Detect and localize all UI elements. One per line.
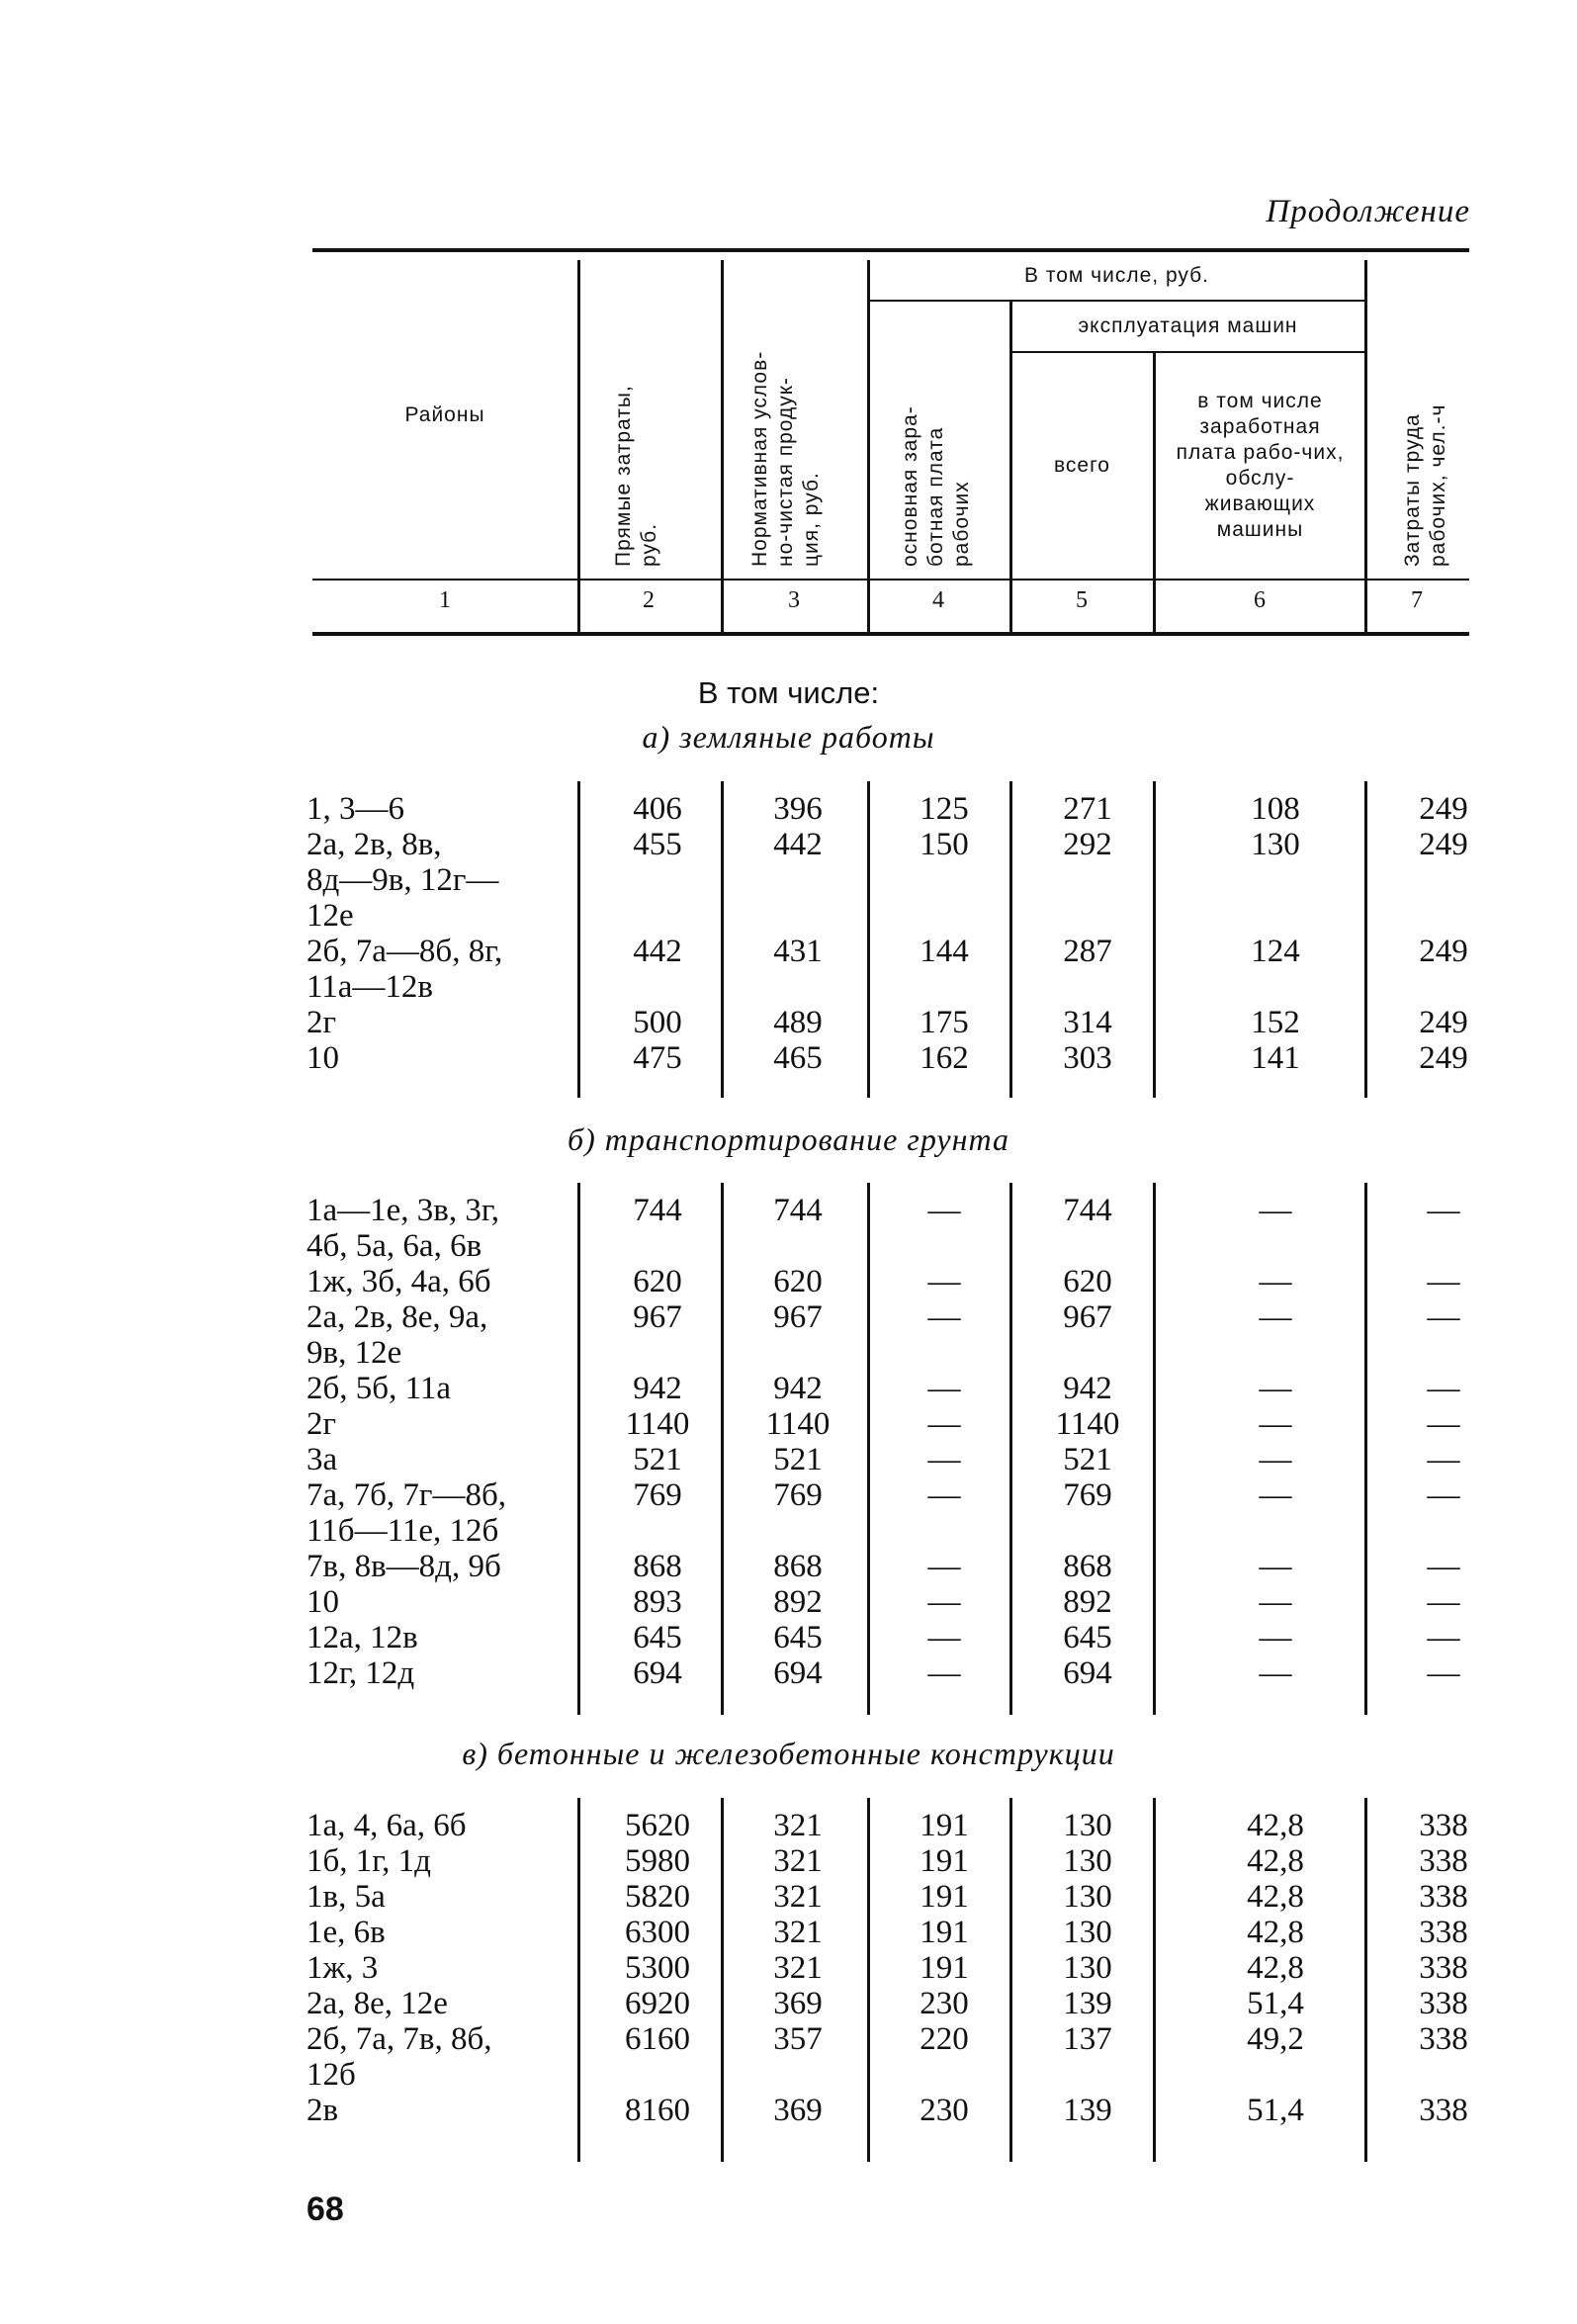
- base-wage-cell: 191: [920, 1808, 969, 1843]
- direct-costs-cell: 620: [633, 1264, 682, 1299]
- labor-costs-cell: 338: [1419, 1808, 1468, 1843]
- direct-costs-cell: 1140: [625, 1406, 690, 1442]
- machine-total-cell: 130: [1063, 1808, 1112, 1843]
- header-machine-ops: эксплуатация машин: [1078, 314, 1298, 337]
- labor-costs-cell: —: [1427, 1264, 1460, 1299]
- base-wage-cell: 162: [920, 1040, 969, 1076]
- header-divider-1: [577, 260, 580, 636]
- machine-total-cell: 137: [1063, 2021, 1112, 2057]
- normative-production-cell: 431: [773, 934, 823, 969]
- direct-costs-cell: 455: [633, 827, 682, 862]
- column-number-5: 5: [1076, 587, 1088, 613]
- header-direct-costs: Прямые затраты, руб.: [612, 385, 660, 567]
- machine-total-cell: 287: [1063, 934, 1112, 969]
- continuation-label: Продолжение: [1266, 194, 1470, 229]
- header-divider-3: [867, 260, 870, 636]
- header-machine-wage: в том числе заработная плата рабо-чих, обслу-живающих машины: [1176, 390, 1345, 541]
- header-base-wage: основная зара- ботная плата рабочих: [899, 405, 973, 567]
- direct-costs-cell: 694: [633, 1655, 682, 1691]
- subtitle: В том числе:: [697, 675, 880, 710]
- machine-total-cell: 769: [1063, 1477, 1112, 1513]
- labor-costs-cell: —: [1427, 1655, 1460, 1691]
- direct-costs-cell: 5980: [625, 1843, 690, 1879]
- header-labor-costs: Затраты труда рабочих, чел.-ч: [1401, 403, 1449, 567]
- column-number-3: 3: [788, 587, 800, 613]
- normative-production-cell: 744: [773, 1193, 823, 1228]
- district-cell: 2а, 2в, 8в, 8д—9в, 12г— 12е: [307, 827, 499, 934]
- direct-costs-cell: 475: [633, 1040, 682, 1076]
- normative-production-cell: 769: [773, 1477, 823, 1513]
- machine-wage-cell: 51,4: [1247, 2093, 1304, 2128]
- machine-total-cell: 942: [1063, 1371, 1112, 1406]
- base-wage-cell: 144: [920, 934, 969, 969]
- district-cell: 2в: [307, 2093, 339, 2128]
- labor-costs-cell: —: [1427, 1549, 1460, 1584]
- base-wage-cell: —: [927, 1193, 961, 1228]
- direct-costs-cell: 967: [633, 1299, 682, 1335]
- header-in-total: В том числе, руб.: [1024, 264, 1209, 287]
- base-wage-cell: —: [927, 1406, 961, 1442]
- direct-costs-cell: 6300: [625, 1915, 690, 1950]
- base-wage-cell: —: [927, 1584, 961, 1620]
- machine-wage-cell: 124: [1251, 934, 1300, 969]
- labor-costs-cell: —: [1427, 1193, 1460, 1228]
- machine-total-cell: 1140: [1055, 1406, 1120, 1442]
- normative-production-cell: 321: [773, 1808, 823, 1843]
- labor-costs-cell: —: [1427, 1620, 1460, 1655]
- machine-total-cell: 271: [1063, 791, 1112, 827]
- machine-wage-cell: 130: [1251, 827, 1300, 862]
- labor-costs-cell: 249: [1419, 1005, 1468, 1040]
- normative-production-cell: 396: [773, 791, 823, 827]
- district-cell: 2а, 2в, 8е, 9а, 9в, 12е: [307, 1299, 488, 1371]
- column-number-7: 7: [1411, 587, 1423, 613]
- direct-costs-cell: 442: [633, 934, 682, 969]
- column-divider: [1153, 781, 1156, 1098]
- normative-production-cell: 967: [773, 1299, 823, 1335]
- direct-costs-cell: 5300: [625, 1950, 690, 1986]
- header-mid-rule: [312, 579, 1469, 581]
- base-wage-cell: 191: [920, 1843, 969, 1879]
- district-cell: 10: [307, 1584, 339, 1620]
- normative-production-cell: 892: [773, 1584, 823, 1620]
- machine-wage-cell: —: [1259, 1477, 1292, 1513]
- base-wage-cell: 150: [920, 827, 969, 862]
- machine-wage-cell: 42,8: [1247, 1843, 1304, 1879]
- base-wage-cell: 220: [920, 2021, 969, 2057]
- normative-production-cell: 442: [773, 827, 823, 862]
- base-wage-cell: 191: [920, 1879, 969, 1915]
- district-cell: 1е, 6в: [307, 1915, 386, 1950]
- machine-wage-cell: —: [1259, 1299, 1292, 1335]
- normative-production-cell: 321: [773, 1915, 823, 1950]
- machine-wage-cell: —: [1259, 1584, 1292, 1620]
- machine-wage-cell: —: [1259, 1264, 1292, 1299]
- direct-costs-cell: 8160: [625, 2093, 690, 2128]
- district-cell: 10: [307, 1040, 339, 1076]
- labor-costs-cell: —: [1427, 1371, 1460, 1406]
- district-cell: 1а—1е, 3в, 3г, 4б, 5а, 6а, 6в: [307, 1193, 499, 1264]
- direct-costs-cell: 521: [633, 1442, 682, 1477]
- labor-costs-cell: 338: [1419, 1879, 1468, 1915]
- machine-wage-cell: 108: [1251, 791, 1300, 827]
- base-wage-cell: 230: [920, 2093, 969, 2128]
- direct-costs-cell: 5620: [625, 1808, 690, 1843]
- labor-costs-cell: 338: [1419, 1986, 1468, 2021]
- machine-total-cell: 744: [1063, 1193, 1112, 1228]
- base-wage-cell: —: [927, 1620, 961, 1655]
- machine-total-cell: 892: [1063, 1584, 1112, 1620]
- normative-production-cell: 369: [773, 2093, 823, 2128]
- base-wage-cell: —: [927, 1655, 961, 1691]
- machine-wage-cell: —: [1259, 1549, 1292, 1584]
- district-cell: 3а: [307, 1442, 338, 1477]
- normative-production-cell: 321: [773, 1879, 823, 1915]
- labor-costs-cell: —: [1427, 1442, 1460, 1477]
- column-number-6: 6: [1254, 587, 1266, 613]
- direct-costs-cell: 868: [633, 1549, 682, 1584]
- base-wage-cell: 125: [920, 791, 969, 827]
- section-title: б) транспортирование грунта: [567, 1121, 1009, 1157]
- base-wage-cell: 230: [920, 1986, 969, 2021]
- machine-wage-cell: 42,8: [1247, 1950, 1304, 1986]
- labor-costs-cell: —: [1427, 1477, 1460, 1513]
- normative-production-cell: 321: [773, 1950, 823, 1986]
- district-cell: 7в, 8в—8д, 9б: [307, 1549, 501, 1584]
- base-wage-cell: 191: [920, 1915, 969, 1950]
- machine-wage-cell: 42,8: [1247, 1808, 1304, 1843]
- labor-costs-cell: 249: [1419, 827, 1468, 862]
- section-title: в) бетонные и железобетонные конструкции: [462, 1736, 1115, 1771]
- column-divider: [1009, 781, 1012, 1098]
- machine-total-cell: 620: [1063, 1264, 1112, 1299]
- district-cell: 2б, 7а—8б, 8г, 11а—12в: [307, 934, 503, 1005]
- machine-total-cell: 130: [1063, 1950, 1112, 1986]
- header-normative-production: Нормативная услов- но-чистая продук- ция, руб.: [748, 350, 823, 567]
- page-number: 68: [307, 2190, 344, 2228]
- base-wage-cell: —: [927, 1299, 961, 1335]
- column-divider: [867, 1798, 870, 2162]
- labor-costs-cell: —: [1427, 1584, 1460, 1620]
- section-concrete-structures: [297, 1798, 1483, 2162]
- machine-wage-cell: 49,2: [1247, 2021, 1304, 2057]
- machine-wage-cell: —: [1259, 1620, 1292, 1655]
- header-divider-6: [1364, 260, 1367, 636]
- machine-total-cell: 292: [1063, 827, 1112, 862]
- section-title: а) земляные работы: [642, 719, 935, 755]
- normative-production-cell: 868: [773, 1549, 823, 1584]
- machine-wage-cell: —: [1259, 1406, 1292, 1442]
- labor-costs-cell: 249: [1419, 791, 1468, 827]
- direct-costs-cell: 893: [633, 1584, 682, 1620]
- machine-wage-cell: 42,8: [1247, 1915, 1304, 1950]
- labor-costs-cell: 249: [1419, 1040, 1468, 1076]
- district-cell: 1б, 1г, 1д: [307, 1843, 431, 1879]
- normative-production-cell: 465: [773, 1040, 823, 1076]
- table-header: [312, 248, 1469, 636]
- district-cell: 1, 3—6: [307, 791, 404, 827]
- normative-production-cell: 1140: [765, 1406, 831, 1442]
- column-divider: [1153, 1798, 1156, 2162]
- district-cell: 2г: [307, 1406, 337, 1442]
- labor-costs-cell: 338: [1419, 2021, 1468, 2057]
- direct-costs-cell: 6160: [625, 2021, 690, 2057]
- labor-costs-cell: —: [1427, 1299, 1460, 1335]
- normative-production-cell: 357: [773, 2021, 823, 2057]
- district-cell: 12а, 12в: [307, 1620, 418, 1655]
- machine-total-cell: 314: [1063, 1005, 1112, 1040]
- district-cell: 2б, 5б, 11а: [307, 1371, 452, 1406]
- base-wage-cell: —: [927, 1477, 961, 1513]
- section-soil-transport: [297, 1183, 1483, 1715]
- direct-costs-cell: 744: [633, 1193, 682, 1228]
- machine-wage-cell: 141: [1251, 1040, 1300, 1076]
- machine-wage-cell: 51,4: [1247, 1986, 1304, 2021]
- labor-costs-cell: 338: [1419, 1950, 1468, 1986]
- district-cell: 2б, 7а, 7в, 8б, 12б: [307, 2021, 492, 2093]
- machine-total-cell: 521: [1063, 1442, 1112, 1477]
- column-number-4: 4: [932, 587, 944, 613]
- direct-costs-cell: 6920: [625, 1986, 690, 2021]
- direct-costs-cell: 769: [633, 1477, 682, 1513]
- district-cell: 7а, 7б, 7г—8б, 11б—11е, 12б: [307, 1477, 507, 1549]
- normative-production-cell: 942: [773, 1371, 823, 1406]
- normative-production-cell: 521: [773, 1442, 823, 1477]
- header-divider-2: [721, 260, 724, 636]
- section-earthworks: [297, 781, 1483, 1098]
- labor-costs-cell: 338: [1419, 2093, 1468, 2128]
- column-divider: [867, 781, 870, 1098]
- direct-costs-cell: 645: [633, 1620, 682, 1655]
- machine-wage-cell: —: [1259, 1371, 1292, 1406]
- labor-costs-cell: 249: [1419, 934, 1468, 969]
- column-number-2: 2: [643, 587, 655, 613]
- machine-total-cell: 130: [1063, 1843, 1112, 1879]
- machine-wage-cell: 42,8: [1247, 1879, 1304, 1915]
- base-wage-cell: 175: [920, 1005, 969, 1040]
- normative-production-cell: 321: [773, 1843, 823, 1879]
- header-districts: Районы: [404, 403, 485, 426]
- labor-costs-cell: 338: [1419, 1843, 1468, 1879]
- direct-costs-cell: 500: [633, 1005, 682, 1040]
- machine-total-cell: 694: [1063, 1655, 1112, 1691]
- district-cell: 2г: [307, 1005, 337, 1040]
- direct-costs-cell: 5820: [625, 1879, 690, 1915]
- machine-total-cell: 868: [1063, 1549, 1112, 1584]
- machine-wage-cell: —: [1259, 1193, 1292, 1228]
- district-cell: 1ж, 3: [307, 1950, 379, 1986]
- column-number-1: 1: [439, 587, 451, 613]
- district-cell: 12г, 12д: [307, 1655, 415, 1691]
- direct-costs-cell: 406: [633, 791, 682, 827]
- labor-costs-cell: 338: [1419, 1915, 1468, 1950]
- district-cell: 1в, 5а: [307, 1879, 386, 1915]
- machine-wage-cell: —: [1259, 1442, 1292, 1477]
- column-divider: [1153, 1183, 1156, 1715]
- header-machine-total: всего: [1054, 454, 1110, 477]
- machine-total-cell: 130: [1063, 1879, 1112, 1915]
- base-wage-cell: —: [927, 1371, 961, 1406]
- machine-total-cell: 645: [1063, 1620, 1112, 1655]
- base-wage-cell: —: [927, 1442, 961, 1477]
- machine-wage-cell: 152: [1251, 1005, 1300, 1040]
- machine-total-cell: 130: [1063, 1915, 1112, 1950]
- machine-total-cell: 967: [1063, 1299, 1112, 1335]
- normative-production-cell: 489: [773, 1005, 823, 1040]
- base-wage-cell: —: [927, 1549, 961, 1584]
- base-wage-cell: —: [927, 1264, 961, 1299]
- column-divider: [1009, 1798, 1012, 2162]
- machine-wage-cell: —: [1259, 1655, 1292, 1691]
- machine-total-cell: 303: [1063, 1040, 1112, 1076]
- district-cell: 2а, 8е, 12е: [307, 1986, 448, 2021]
- normative-production-cell: 620: [773, 1264, 823, 1299]
- header-bottom-rule: [312, 632, 1469, 636]
- district-cell: 1а, 4, 6а, 6б: [307, 1808, 467, 1843]
- normative-production-cell: 369: [773, 1986, 823, 2021]
- normative-production-cell: 645: [773, 1620, 823, 1655]
- column-divider: [1009, 1183, 1012, 1715]
- column-divider: [867, 1183, 870, 1715]
- labor-costs-cell: —: [1427, 1406, 1460, 1442]
- district-cell: 1ж, 3б, 4а, 6б: [307, 1264, 491, 1299]
- base-wage-cell: 191: [920, 1950, 969, 1986]
- machine-total-cell: 139: [1063, 2093, 1112, 2128]
- direct-costs-cell: 942: [633, 1371, 682, 1406]
- machine-total-cell: 139: [1063, 1986, 1112, 2021]
- normative-production-cell: 694: [773, 1655, 823, 1691]
